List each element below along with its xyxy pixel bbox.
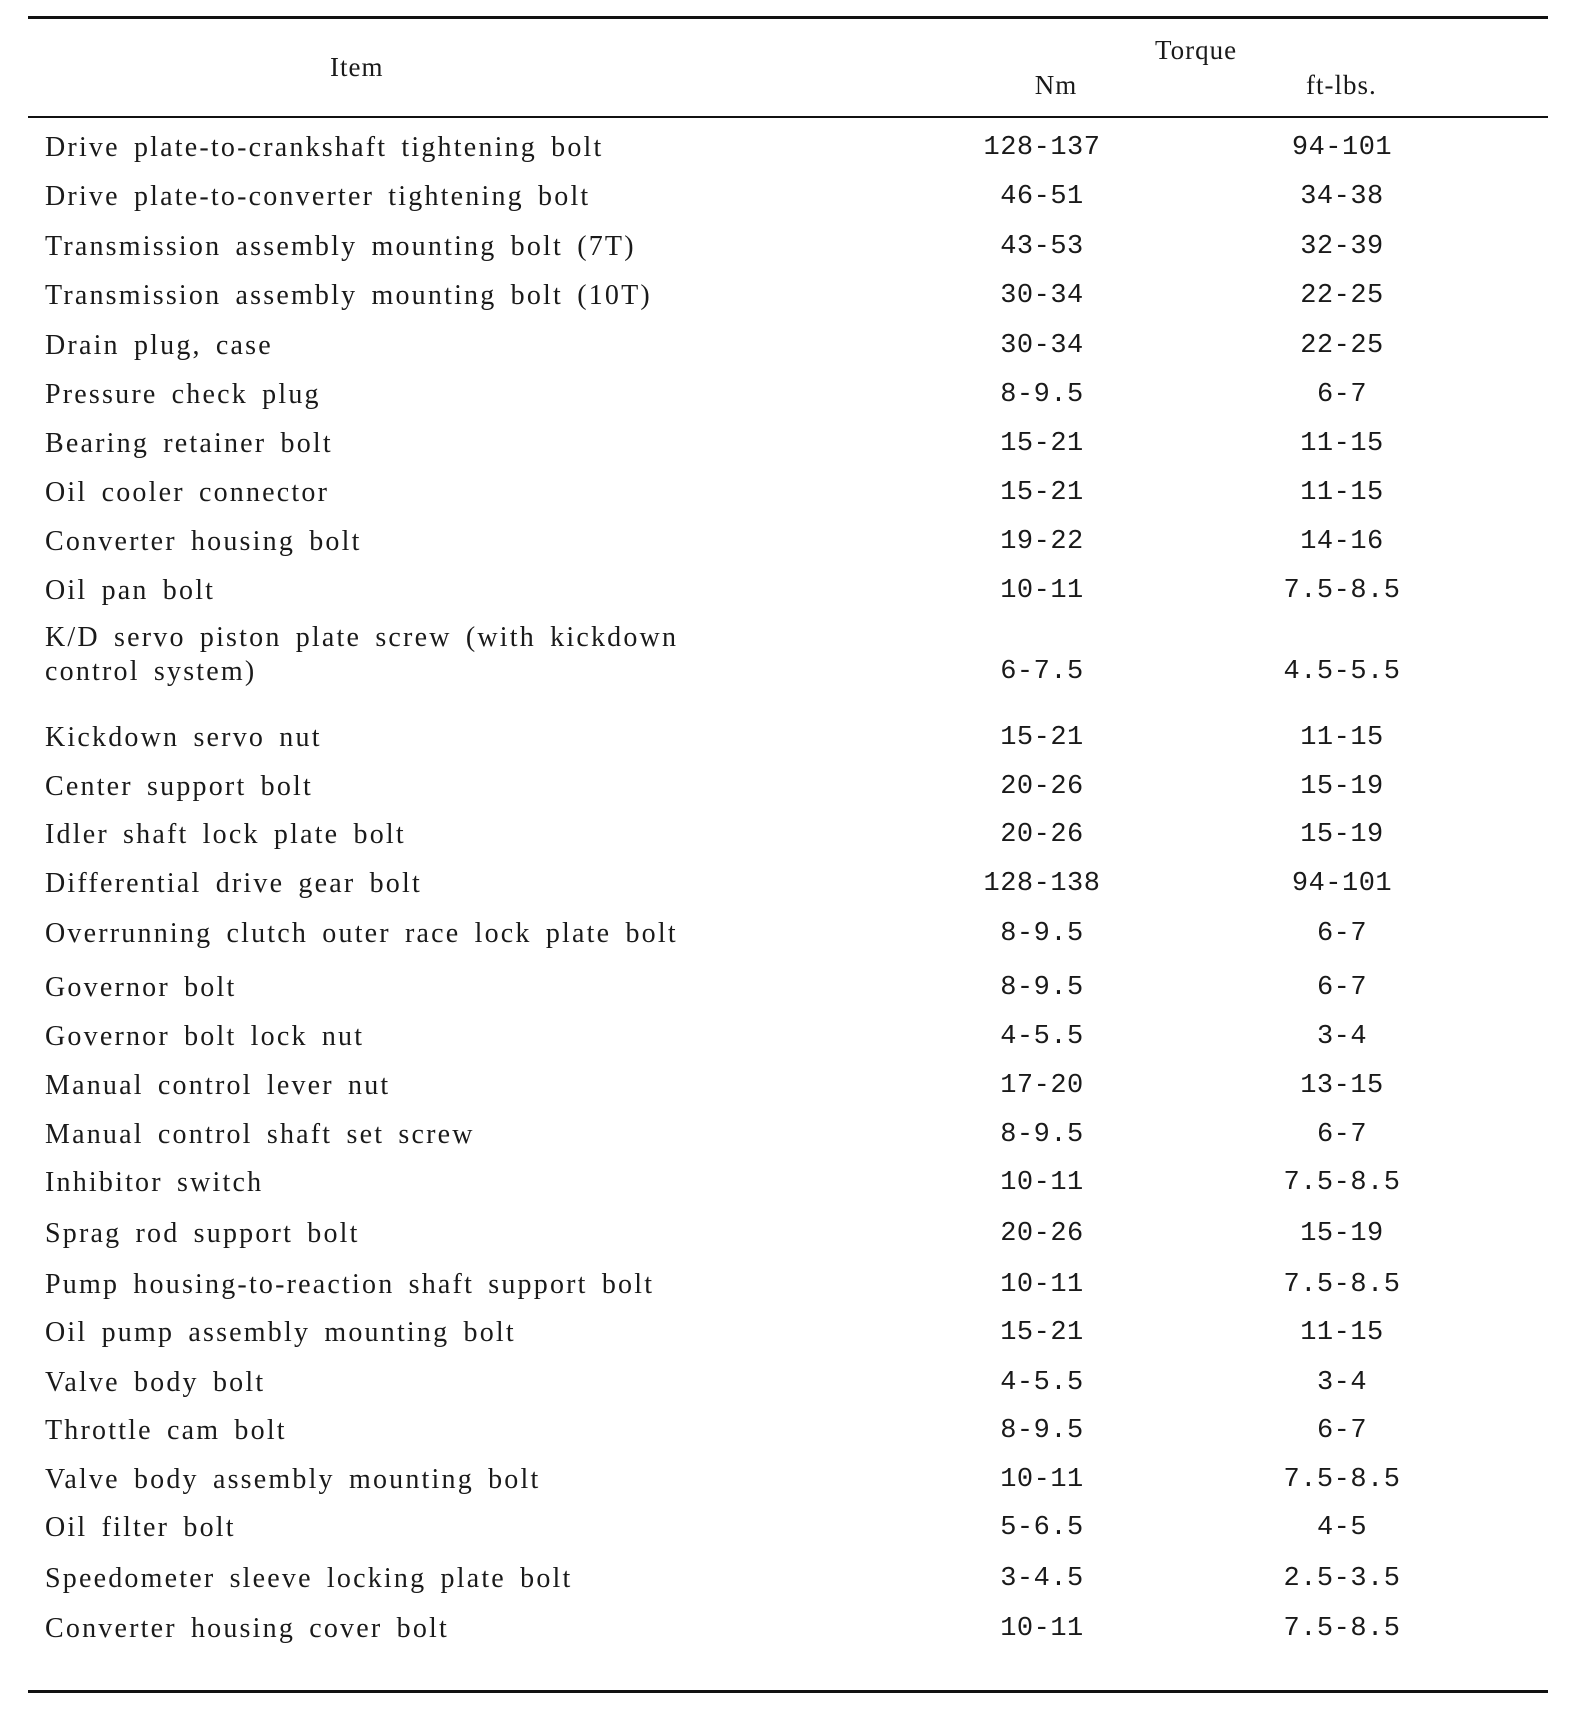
row-torque-nm: 128-137 (983, 133, 1101, 163)
row-item-label (45, 1217, 825, 1251)
row-torque-nm: 128-138 (983, 869, 1101, 899)
row-item-label (45, 1463, 825, 1497)
row-item-label-line: Inhibitor switch (45, 1167, 264, 1198)
row-item-label (45, 525, 825, 559)
row-torque-nm: 15-21 (1000, 1318, 1084, 1348)
row-item-label (45, 971, 825, 1005)
row-torque-nm: 8-9.5 (1000, 1416, 1084, 1446)
row-item-label-line: control system) (45, 656, 257, 687)
row-torque-ft-lbs: 14-16 (1300, 527, 1384, 557)
row-item-label (45, 378, 825, 412)
row-item-label (45, 279, 825, 313)
row-torque-ft-lbs: 4.5-5.5 (1283, 657, 1401, 687)
row-item-label (45, 230, 825, 264)
row-torque-nm: 10-11 (1000, 576, 1084, 606)
row-torque-nm: 46-51 (1000, 182, 1084, 212)
row-torque-nm: 15-21 (1000, 723, 1084, 753)
row-item-label-line: Oil cooler connector (45, 477, 330, 508)
row-torque-nm: 8-9.5 (1000, 973, 1084, 1003)
row-torque-ft-lbs: 15-19 (1300, 820, 1384, 850)
row-item-label (45, 329, 825, 363)
row-item-label-line: Drive plate-to-crankshaft tightening bolt (45, 132, 604, 163)
row-item-label-line: Manual control shaft set screw (45, 1119, 475, 1150)
row-item-label (45, 574, 825, 608)
row-torque-ft-lbs: 11-15 (1300, 478, 1384, 508)
row-item-label-line: Valve body assembly mounting bolt (45, 1464, 541, 1495)
row-item-label (45, 621, 825, 689)
row-torque-nm: 4-5.5 (1000, 1022, 1084, 1052)
row-torque-nm: 20-26 (1000, 1219, 1084, 1249)
row-item-label-line: Transmission assembly mounting bolt (7T) (45, 231, 636, 262)
row-item-label-line: Converter housing cover bolt (45, 1613, 449, 1644)
row-item-label (45, 1166, 825, 1200)
row-torque-ft-lbs: 7.5-8.5 (1283, 1614, 1401, 1644)
row-torque-ft-lbs: 94-101 (1291, 869, 1393, 899)
row-torque-nm: 15-21 (1000, 478, 1084, 508)
row-torque-nm: 43-53 (1000, 232, 1084, 262)
row-torque-nm: 17-20 (1000, 1071, 1084, 1101)
row-torque-nm: 10-11 (1000, 1168, 1084, 1198)
row-torque-ft-lbs: 6-7 (1316, 973, 1368, 1003)
row-torque-ft-lbs: 7.5-8.5 (1283, 1270, 1401, 1300)
row-item-label-line: Valve body bolt (45, 1367, 266, 1398)
row-item-label (45, 867, 825, 901)
row-torque-ft-lbs: 13-15 (1300, 1071, 1384, 1101)
row-item-label-line: Governor bolt lock nut (45, 1021, 365, 1052)
row-torque-ft-lbs: 4-5 (1316, 1513, 1368, 1543)
row-torque-nm: 8-9.5 (1000, 1120, 1084, 1150)
row-torque-nm: 5-6.5 (1000, 1513, 1084, 1543)
row-item-label (45, 1316, 825, 1350)
row-item-label (45, 427, 825, 461)
row-torque-ft-lbs: 32-39 (1300, 232, 1384, 262)
row-item-label-line: Throttle cam bolt (45, 1415, 287, 1446)
row-item-label-line: Oil filter bolt (45, 1512, 236, 1543)
row-torque-ft-lbs: 22-25 (1300, 281, 1384, 311)
row-item-label-line: Drain plug, case (45, 330, 273, 361)
table-bottom-rule (28, 1690, 1548, 1693)
row-torque-nm: 10-11 (1000, 1270, 1084, 1300)
row-item-label-line: Idler shaft lock plate bolt (45, 819, 406, 850)
row-item-label (45, 1511, 825, 1545)
row-torque-nm: 3-4.5 (1000, 1564, 1084, 1594)
row-torque-nm: 30-34 (1000, 331, 1084, 361)
row-item-label (45, 1020, 825, 1054)
row-item-label-line: K/D servo piston plate screw (with kickdown (45, 622, 679, 653)
row-item-label-line: Pressure check plug (45, 379, 321, 410)
row-item-label (45, 1414, 825, 1448)
row-item-label (45, 180, 825, 214)
row-torque-ft-lbs: 34-38 (1300, 182, 1384, 212)
row-torque-ft-lbs: 3-4 (1316, 1022, 1368, 1052)
row-torque-ft-lbs: 7.5-8.5 (1283, 576, 1401, 606)
row-item-label (45, 1612, 825, 1646)
row-item-label (45, 917, 825, 951)
row-item-label-line: Center support bolt (45, 771, 313, 802)
row-torque-nm: 6-7.5 (1000, 657, 1084, 687)
row-torque-ft-lbs: 3-4 (1316, 1368, 1368, 1398)
row-torque-ft-lbs: 7.5-8.5 (1283, 1465, 1401, 1495)
row-torque-nm: 8-9.5 (1000, 919, 1084, 949)
row-item-label (45, 721, 825, 755)
row-torque-nm: 4-5.5 (1000, 1368, 1084, 1398)
row-item-label (45, 1268, 825, 1302)
row-item-label-line: Pump housing-to-reaction shaft support bolt (45, 1269, 655, 1300)
row-item-label (45, 1366, 825, 1400)
row-item-label (45, 1118, 825, 1152)
row-torque-nm: 20-26 (1000, 772, 1084, 802)
row-torque-ft-lbs: 15-19 (1300, 772, 1384, 802)
row-item-label-line: Governor bolt (45, 972, 237, 1003)
row-torque-ft-lbs: 6-7 (1316, 919, 1368, 949)
row-torque-nm: 19-22 (1000, 527, 1084, 557)
column-header-ft-lbs: ft-lbs. (1306, 70, 1377, 100)
row-item-label-line: Transmission assembly mounting bolt (10T) (45, 280, 652, 311)
column-header-item: Item (330, 52, 384, 82)
row-item-label-line: Differential drive gear bolt (45, 868, 422, 899)
row-torque-ft-lbs: 11-15 (1300, 723, 1384, 753)
row-torque-ft-lbs: 7.5-8.5 (1283, 1168, 1401, 1198)
row-torque-ft-lbs: 94-101 (1291, 133, 1393, 163)
row-item-label (45, 818, 825, 852)
row-torque-nm: 10-11 (1000, 1465, 1084, 1495)
row-item-label (45, 770, 825, 804)
row-item-label-line: Converter housing bolt (45, 526, 362, 557)
row-torque-ft-lbs: 6-7 (1316, 380, 1368, 410)
row-torque-ft-lbs: 2.5-3.5 (1283, 1564, 1401, 1594)
row-torque-nm: 30-34 (1000, 281, 1084, 311)
row-torque-ft-lbs: 15-19 (1300, 1219, 1384, 1249)
row-item-label (45, 131, 825, 165)
row-torque-nm: 15-21 (1000, 429, 1084, 459)
row-item-label-line: Bearing retainer bolt (45, 428, 333, 459)
row-torque-ft-lbs: 6-7 (1316, 1120, 1368, 1150)
row-item-label-line: Drive plate-to-converter tightening bolt (45, 181, 591, 212)
row-item-label (45, 1069, 825, 1103)
row-item-label (45, 476, 825, 510)
row-torque-nm: 8-9.5 (1000, 380, 1084, 410)
row-torque-ft-lbs: 11-15 (1300, 429, 1384, 459)
row-item-label-line: Sprag rod support bolt (45, 1218, 360, 1249)
row-torque-ft-lbs: 6-7 (1316, 1416, 1368, 1446)
row-torque-ft-lbs: 11-15 (1300, 1318, 1384, 1348)
row-item-label-line: Overrunning clutch outer race lock plate bolt (45, 918, 678, 949)
column-header-nm: Nm (1034, 70, 1078, 100)
row-item-label-line: Speedometer sleeve locking plate bolt (45, 1563, 573, 1594)
row-torque-ft-lbs: 22-25 (1300, 331, 1384, 361)
row-item-label-line: Oil pump assembly mounting bolt (45, 1317, 516, 1348)
row-item-label-line: Manual control lever nut (45, 1070, 391, 1101)
row-torque-nm: 20-26 (1000, 820, 1084, 850)
column-header-torque: Torque (1155, 35, 1238, 65)
row-item-label-line: Oil pan bolt (45, 575, 216, 606)
row-torque-nm: 10-11 (1000, 1614, 1084, 1644)
row-item-label (45, 1562, 825, 1596)
row-item-label-line: Kickdown servo nut (45, 722, 322, 753)
